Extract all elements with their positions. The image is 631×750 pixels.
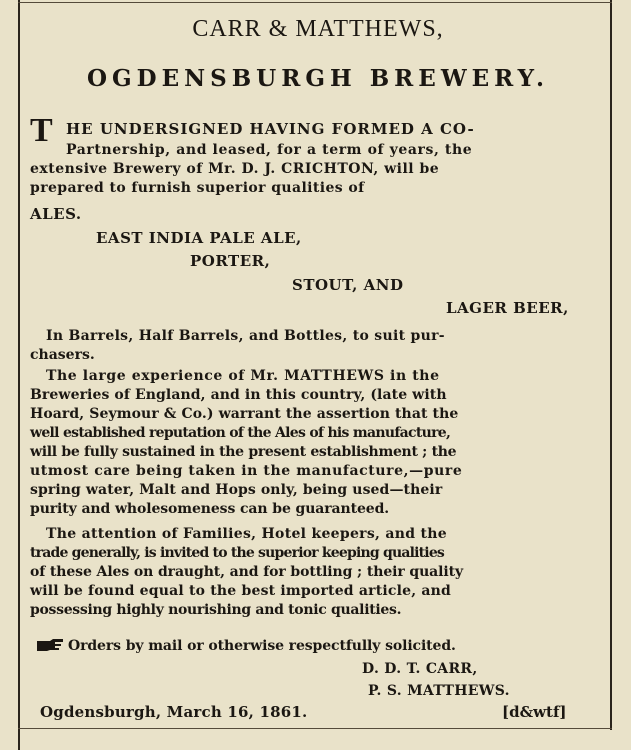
- experience-line: utmost care being taken in the manufacture,—pure: [30, 463, 463, 479]
- experience-line: Hoard, Seymour & Co.) warrant the assertion that the: [30, 406, 459, 422]
- attention-line: trade generally, is invited to the superior keeping qualities: [30, 545, 445, 561]
- attention-line: of these Ales on draught, and for bottling ; their quality: [30, 564, 463, 580]
- orders-line: Orders by mail or otherwise respectfully solicited.: [68, 638, 456, 654]
- pointing-hand-icon: [36, 638, 64, 652]
- experience-line: well established reputation of the Ales of his manufacture,: [30, 425, 451, 441]
- product-lager-beer: LAGER BEER,: [446, 299, 569, 317]
- experience-line: will be fully sustained in the present establishment ; the: [30, 444, 457, 460]
- brewery-title: OGDENSBURGH BREWERY.: [86, 65, 550, 92]
- insertion-code: [d&wtf]: [502, 703, 567, 721]
- experience-line: Breweries of England, and in this country, (late with: [30, 387, 447, 403]
- product-stout: STOUT, AND: [292, 276, 404, 294]
- drop-cap: T: [30, 112, 53, 149]
- product-porter: PORTER,: [190, 252, 271, 270]
- product-ales: ALES.: [30, 205, 82, 223]
- signature-carr: D. D. T. CARR,: [362, 661, 478, 677]
- intro-line: extensive Brewery of Mr. D. J. CRICHTON, will be: [30, 161, 440, 177]
- product-east-india-pale-ale: EAST INDIA PALE ALE,: [96, 229, 302, 247]
- right-column-rule: [610, 0, 612, 730]
- firm-name: CARR & MATTHEWS,: [192, 16, 444, 42]
- barrels-line: In Barrels, Half Barrels, and Bottles, to suit pur-: [46, 328, 445, 344]
- experience-line: spring water, Malt and Hops only, being used—their: [30, 482, 443, 498]
- top-rule: [18, 2, 612, 3]
- attention-line: will be found equal to the best imported article, and: [30, 583, 452, 599]
- experience-line: The large experience of Mr. MATTHEWS in the: [46, 368, 440, 384]
- left-column-rule: [18, 0, 20, 750]
- attention-line: The attention of Families, Hotel keepers, and the: [46, 526, 447, 542]
- intro-lead: HE UNDERSIGNED HAVING FORMED A CO-: [66, 120, 475, 138]
- signature-matthews: P. S. MATTHEWS.: [368, 683, 510, 699]
- bottom-rule: [18, 728, 612, 729]
- place-and-date: Ogdensburgh, March 16, 1861.: [40, 703, 308, 721]
- experience-line: purity and wholesomeness can be guaranteed.: [30, 501, 390, 517]
- intro-line: Partnership, and leased, for a term of years, the: [66, 142, 473, 158]
- barrels-line: chasers.: [30, 347, 95, 363]
- attention-line: possessing highly nourishing and tonic qualities.: [30, 602, 402, 618]
- intro-line: prepared to furnish superior qualities of: [30, 180, 365, 196]
